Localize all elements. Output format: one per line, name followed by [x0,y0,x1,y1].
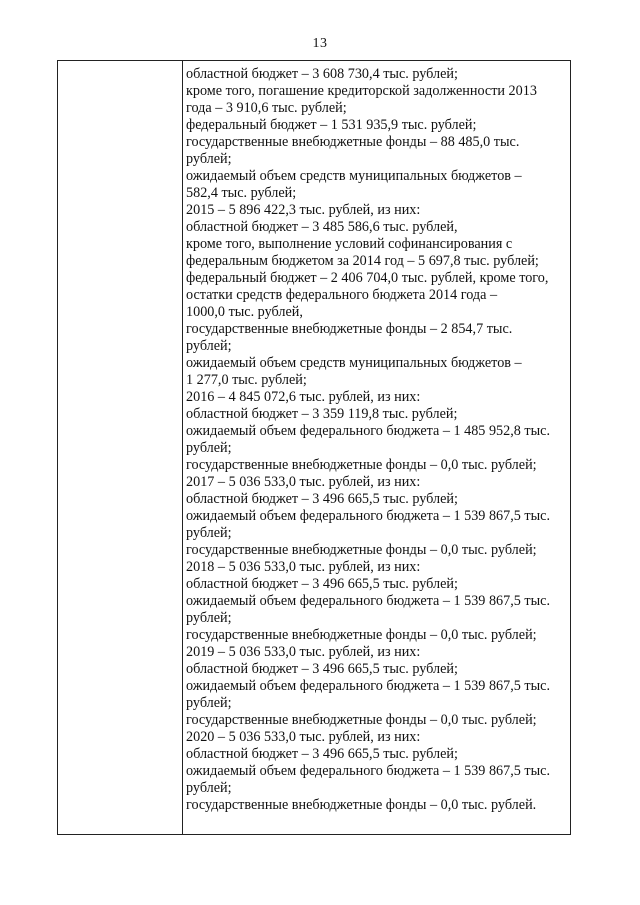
text-line: федеральный бюджет – 2 406 704,0 тыс. рублей, кроме того, [186,270,549,286]
text-line: государственные внебюджетные фонды – 0,0 тыс. рублей; [186,542,537,558]
text-line: 1000,0 тыс. рублей, [186,304,303,320]
text-line: года – 3 910,6 тыс. рублей; [186,100,347,116]
text-line: ожидаемый объем федерального бюджета – 1 485 952,8 тыс. [186,423,550,439]
text-line: областной бюджет – 3 496 665,5 тыс. рублей; [186,576,458,592]
text-line: рублей; [186,151,232,167]
text-line: областной бюджет – 3 485 586,6 тыс. рублей, [186,219,458,235]
text-line: государственные внебюджетные фонды – 2 854,7 тыс. [186,321,513,337]
text-line: остатки средств федерального бюджета 2014 года – [186,287,498,303]
text-line: областной бюджет – 3 496 665,5 тыс. рублей; [186,491,458,507]
text-line: государственные внебюджетные фонды – 0,0 тыс. рублей. [186,797,537,813]
text-line: государственные внебюджетные фонды – 0,0 тыс. рублей; [186,457,537,473]
document-table [57,60,571,835]
text-line: 2016 – 4 845 072,6 тыс. рублей, из них: [186,389,421,405]
text-line: ожидаемый объем средств муниципальных бюджетов – [186,168,522,184]
text-line: 582,4 тыс. рублей; [186,185,297,201]
text-line: областной бюджет – 3 359 119,8 тыс. рублей; [186,406,458,422]
table-right-cell [183,61,570,834]
text-line: ожидаемый объем федерального бюджета – 1 539 867,5 тыс. [186,508,550,524]
text-line: 1 277,0 тыс. рублей; [186,372,307,388]
text-line: областной бюджет – 3 608 730,4 тыс. рублей; [186,66,458,82]
text-line: рублей; [186,780,232,796]
text-line: ожидаемый объем средств муниципальных бюджетов – [186,355,522,371]
text-line: рублей; [186,525,232,541]
text-line: кроме того, погашение кредиторской задолженности 2013 [186,83,537,99]
text-line: рублей; [186,695,232,711]
text-line: ожидаемый объем федерального бюджета – 1 539 867,5 тыс. [186,593,550,609]
text-line: рублей; [186,610,232,626]
text-line: федеральный бюджет – 1 531 935,9 тыс. рублей; [186,117,477,133]
text-line: 2015 – 5 896 422,3 тыс. рублей, из них: [186,202,421,218]
text-line: государственные внебюджетные фонды – 0,0 тыс. рублей; [186,712,537,728]
text-line: областной бюджет – 3 496 665,5 тыс. рублей; [186,746,458,762]
text-line: 2019 – 5 036 533,0 тыс. рублей, из них: [186,644,421,660]
text-line: рублей; [186,338,232,354]
text-line: государственные внебюджетные фонды – 88 485,0 тыс. [186,134,520,150]
text-line: кроме того, выполнение условий софинансирования с [186,236,513,252]
text-line: государственные внебюджетные фонды – 0,0 тыс. рублей; [186,627,537,643]
text-line: федеральным бюджетом за 2014 год – 5 697,8 тыс. рублей; [186,253,539,269]
table-left-cell [58,61,183,834]
text-line: рублей; [186,440,232,456]
text-line: ожидаемый объем федерального бюджета – 1 539 867,5 тыс. [186,678,550,694]
text-line: ожидаемый объем федерального бюджета – 1 539 867,5 тыс. [186,763,550,779]
text-line: областной бюджет – 3 496 665,5 тыс. рублей; [186,661,458,677]
text-line: 2017 – 5 036 533,0 тыс. рублей, из них: [186,474,421,490]
text-line: 2020 – 5 036 533,0 тыс. рублей, из них: [186,729,421,745]
text-line: 2018 – 5 036 533,0 тыс. рублей, из них: [186,559,421,575]
page-number: 13 [312,36,328,51]
